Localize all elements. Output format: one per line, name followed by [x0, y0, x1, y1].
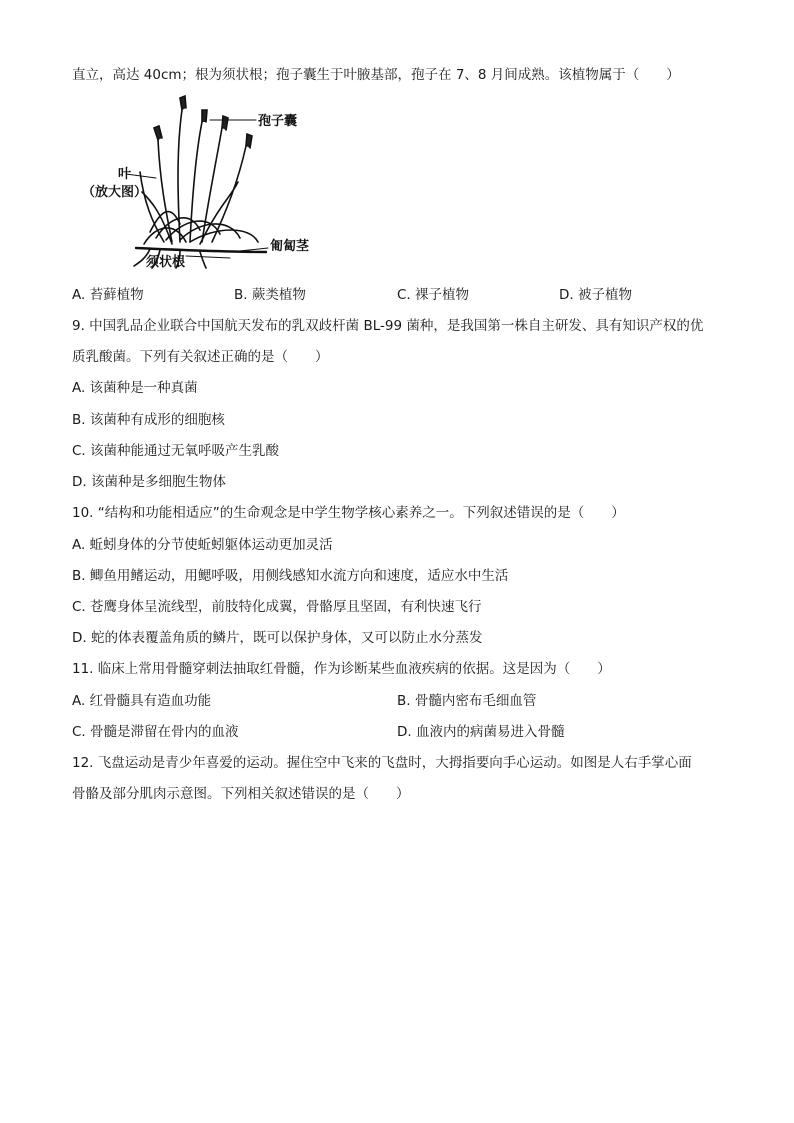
q8-option-c: C. 裸子植物 [397, 287, 470, 303]
q8-stem-end: 直立，高达 40cm；根为须状根；孢子囊生于叶腋基部，孢子在 7、8 月间成熟。该植物属于（ ） [72, 67, 680, 83]
label-sporangium: 孢子囊 [258, 114, 298, 129]
q12-stem-line2: 骨骼及部分肌肉示意图。下列相关叙述错误的是（ ） [72, 786, 410, 802]
q9-stem-line2: 质乳酸菌。下列有关叙述正确的是（ ） [72, 349, 329, 365]
plant-figure [80, 92, 340, 270]
label-stolon: 匍匐茎 [270, 239, 310, 254]
q8-option-a: A. 苔藓植物 [72, 287, 144, 303]
q8-option-d: D. 被子植物 [559, 287, 632, 303]
label-enlarged: （放大图） [82, 185, 148, 200]
q10-option-a: A. 蚯蚓身体的分节使蚯蚓躯体运动更加灵活 [72, 537, 333, 553]
q10-option-d: D. 蛇的体表覆盖角质的鳞片，既可以保护身体，又可以防止水分蒸发 [72, 630, 483, 646]
q9-option-c: C. 该菌种能通过无氧呼吸产生乳酸 [72, 443, 280, 459]
q11-option-d: D. 血液内的病菌易进入骨髓 [397, 724, 565, 740]
q9-option-a: A. 该菌种是一种真菌 [72, 380, 198, 396]
q12-stem-line1: 12. 飞盘运动是青少年喜爱的运动。握住空中飞来的飞盘时，大拇指要向手心运动。如图是人右手掌心面 [72, 755, 692, 771]
q10-stem: 10. “结构和功能相适应”的生命观念是中学生物学核心素养之一。下列叙述错误的是（ ） [72, 505, 625, 521]
q11-stem: 11. 临床上常用骨髓穿刺法抽取红骨髓，作为诊断某些血液疾病的依据。这是因为（ ） [72, 661, 611, 677]
plant-illustration [80, 92, 340, 270]
q9-option-b: B. 该菌种有成形的细胞核 [72, 412, 225, 428]
q11-option-a: A. 红骨髓具有造血功能 [72, 693, 212, 709]
q9-option-d: D. 该菌种是多细胞生物体 [72, 474, 226, 490]
q11-option-c: C. 骨髓是滞留在骨内的血液 [72, 724, 239, 740]
label-root: 须状根 [146, 255, 186, 270]
q11-option-b: B. 骨髓内密布毛细血管 [397, 693, 537, 709]
q10-option-c: C. 苍鹰身体呈流线型，前肢特化成翼，骨骼厚且坚固，有利快速飞行 [72, 599, 482, 615]
q10-option-b: B. 鲫鱼用鳍运动，用鳃呼吸，用侧线感知水流方向和速度，适应水中生活 [72, 568, 509, 584]
q9-stem-line1: 9. 中国乳品企业联合中国航天发布的乳双歧杆菌 BL-99 菌种，是我国第一株自主研发、具有知识产权的优 [72, 318, 704, 334]
q8-option-b: B. 蕨类植物 [234, 287, 306, 303]
label-leaf: 叶 [118, 167, 132, 182]
